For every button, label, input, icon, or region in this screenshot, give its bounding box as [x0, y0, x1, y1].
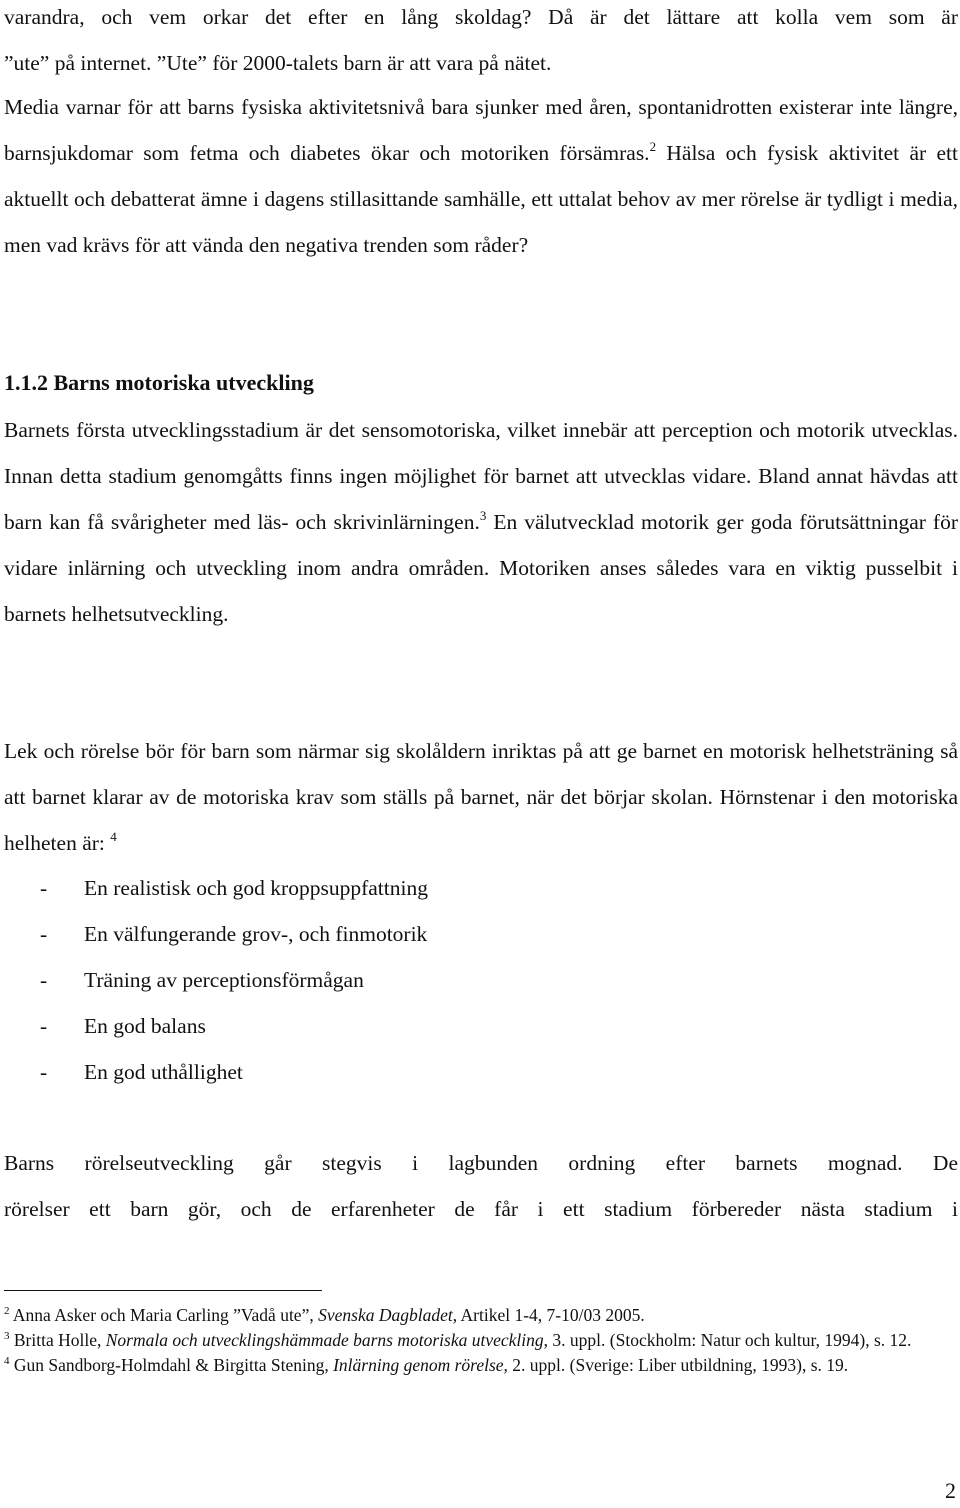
- list-item: [4, 865, 428, 911]
- footnotes: [4, 1303, 958, 1378]
- section-heading: 1.1.2 Barns motoriska utveckling: [4, 370, 314, 395]
- paragraph-text: Lek och rörelse bör för barn som närmar sig skolåldern inriktas på att ge barnet en motorisk helhetsträning så att barnet klarar av de motoriska krav som ställs på barnet, när det börjar skolan. Hörnstenar i den motoriska helheten är:: [4, 739, 958, 855]
- footnote-ref: 2: [649, 139, 657, 154]
- list-item-text: En realistisk och god kroppsuppfattning: [84, 876, 428, 900]
- footnote: [4, 1303, 958, 1328]
- list-item: [4, 957, 428, 1003]
- footnote-text: Anna Asker och Maria Carling ”Vadå ute”,: [12, 1305, 319, 1325]
- paragraph-line: rörelser ett barn gör, och de erfarenheter de får i ett stadium förbereder nästa stadium i: [4, 1197, 958, 1221]
- list-dash: -: [40, 968, 48, 992]
- paragraph-line: ”ute” på internet. ”Ute” för 2000-talets barn är att vara på nätet.: [4, 51, 552, 75]
- paragraph-media: [4, 84, 958, 268]
- list-item: [4, 1049, 428, 1095]
- footnote-ref: 3: [479, 508, 487, 523]
- footnote-title: Svenska Dagbladet: [318, 1305, 453, 1325]
- list-item-text: En god balans: [84, 1014, 206, 1038]
- list-item-text: En välfungerande grov-, och finmotorik: [84, 922, 428, 946]
- footnote-text: , Artikel 1-4, 7-10/03 2005.: [452, 1305, 645, 1325]
- footnote-number: 3: [4, 1330, 10, 1342]
- list-item: [4, 1003, 428, 1049]
- footnote: [4, 1353, 958, 1378]
- paragraph-text: En välutvecklad motorik ger goda förutsättningar för vidare inlärning och utveckling inom andra områden. Motoriken anses således vara en viktig pusselbit i barnets helhetsutveckling.: [4, 510, 958, 626]
- footnote-ref: 4: [110, 829, 117, 844]
- paragraph-text: Hälsa och fysisk aktivitet är ett aktuellt och debatterat ämne i dagens stillasittande samhälle, ett uttalat behov av mer rörelse är tydligt i media, men vad krävs för att vända den negativa trenden som råder?: [4, 141, 958, 257]
- list-dash: -: [40, 876, 48, 900]
- footnote-number: 2: [4, 1305, 10, 1317]
- footnote-text: 2. uppl. (Sverige: Liber utbildning, 1993), s. 19.: [507, 1355, 849, 1375]
- footnote-title: Inlärning genom rörelse,: [333, 1355, 508, 1375]
- list-dash: -: [40, 922, 48, 946]
- cornerstones-list: [4, 865, 428, 1095]
- footnote: [4, 1328, 958, 1353]
- list-item-text: Träning av perceptionsförmågan: [84, 968, 364, 992]
- paragraph-text: Barnets första utvecklingsstadium är det sensomotoriska, vilket innebär att perception och motorik utvecklas. Innan detta stadium genomgåtts finns ingen möjlighet för barnet att utvecklas vidare. Bland annat hävdas att barn kan få svårigheter med läs- och skrivinlärningen.: [4, 418, 958, 534]
- footnote-text: Britta Holle,: [13, 1330, 106, 1350]
- footnote-text: , 3. uppl. (Stockholm: Natur och kultur, 1994), s. 12.: [543, 1330, 912, 1350]
- footnote-title: Normala och utvecklingshämmade barns motoriska utveckling: [105, 1330, 544, 1350]
- paragraph-play-movement: [4, 728, 958, 866]
- paragraph-line: Barns rörelseutveckling går stegvis i lagbunden ordning efter barnets mognad. De: [4, 1151, 958, 1175]
- list-item-text: En god uthållighet: [84, 1060, 243, 1084]
- paragraph-motor-development: [4, 407, 958, 637]
- footnote-separator: [4, 1290, 322, 1291]
- list-item: [4, 911, 428, 957]
- footnote-number: 4: [4, 1355, 10, 1367]
- footnote-text: Gun Sandborg-Holmdahl & Birgitta Stening,: [13, 1355, 334, 1375]
- list-dash: -: [40, 1060, 48, 1084]
- paragraph-line: varandra, och vem orkar det efter en lång skoldag? Då är det lättare att kolla vem som är: [4, 5, 958, 29]
- page-number: 2: [945, 1478, 956, 1503]
- paragraph-text: Media varnar för att barns fysiska aktivitetsnivå bara sjunker med åren, spontanidrotten existerar inte längre, barnsjukdomar som fetma och diabetes ökar och motoriken försämras.: [4, 95, 958, 165]
- list-dash: -: [40, 1014, 48, 1038]
